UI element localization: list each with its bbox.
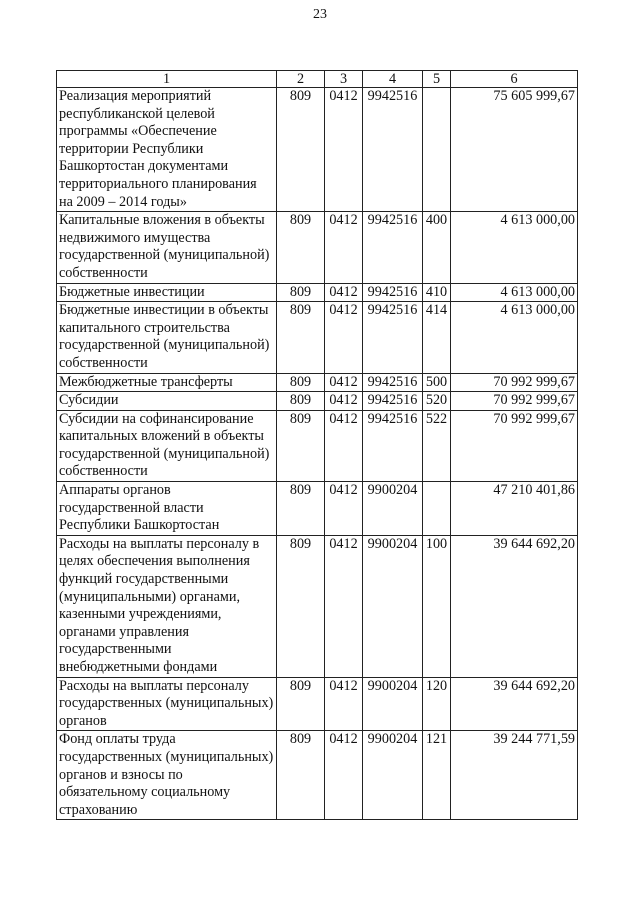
row-name: Аппараты органов государственной власти Республики Башкортостан: [57, 482, 277, 536]
row-ministry-code: 809: [277, 373, 325, 392]
row-ministry-code: 809: [277, 88, 325, 212]
row-section-code: 0412: [325, 88, 363, 212]
row-target-code: 9942516: [363, 302, 423, 373]
row-name: Межбюджетные трансферты: [57, 373, 277, 392]
row-expense-type: [423, 482, 451, 536]
row-ministry-code: 809: [277, 302, 325, 373]
row-amount: 75 605 999,67: [451, 88, 578, 212]
table-row: [57, 731, 578, 820]
row-expense-type: 500: [423, 373, 451, 392]
row-name: Расходы на выплаты персоналу в целях обеспечения выполнения функций государственными (муниципальными) органами, казенными учреждениями, органами управления государственными внебюджетными фондами: [57, 535, 277, 677]
row-section-code: 0412: [325, 302, 363, 373]
column-header-4: 4: [363, 71, 423, 88]
row-amount: 39 244 771,59: [451, 731, 578, 820]
row-target-code: 9942516: [363, 392, 423, 411]
row-ministry-code: 809: [277, 212, 325, 283]
row-name: Бюджетные инвестиции: [57, 283, 277, 302]
row-target-code: 9900204: [363, 535, 423, 677]
row-amount: 4 613 000,00: [451, 212, 578, 283]
table-row: [57, 677, 578, 731]
row-section-code: 0412: [325, 373, 363, 392]
row-name: Расходы на выплаты персоналу государственных (муниципальных) органов: [57, 677, 277, 731]
column-header-5: 5: [423, 71, 451, 88]
row-section-code: 0412: [325, 410, 363, 481]
row-section-code: 0412: [325, 731, 363, 820]
row-expense-type: 121: [423, 731, 451, 820]
row-section-code: 0412: [325, 283, 363, 302]
row-target-code: 9942516: [363, 410, 423, 481]
row-amount: 4 613 000,00: [451, 283, 578, 302]
table-row: [57, 212, 578, 283]
row-name: Фонд оплаты труда государственных (муниципальных) органов и взносы по обязательному социальному страхованию: [57, 731, 277, 820]
row-target-code: 9942516: [363, 373, 423, 392]
column-header-2: 2: [277, 71, 325, 88]
row-ministry-code: 809: [277, 535, 325, 677]
row-expense-type: 414: [423, 302, 451, 373]
row-amount: 47 210 401,86: [451, 482, 578, 536]
table-row: [57, 88, 578, 212]
row-name: Субсидии: [57, 392, 277, 411]
row-amount: 4 613 000,00: [451, 302, 578, 373]
row-expense-type: 520: [423, 392, 451, 411]
column-header-3: 3: [325, 71, 363, 88]
row-amount: 70 992 999,67: [451, 373, 578, 392]
row-target-code: 9900204: [363, 731, 423, 820]
row-name: Субсидии на софинансирование капитальных вложений в объекты государственной (муниципальной) собственности: [57, 410, 277, 481]
row-amount: 70 992 999,67: [451, 410, 578, 481]
row-section-code: 0412: [325, 677, 363, 731]
table-row: [57, 283, 578, 302]
row-expense-type: 120: [423, 677, 451, 731]
row-ministry-code: 809: [277, 482, 325, 536]
row-target-code: 9942516: [363, 212, 423, 283]
table-header-row: [57, 71, 578, 88]
page-number: 23: [313, 7, 327, 22]
row-amount: 70 992 999,67: [451, 392, 578, 411]
row-expense-type: 100: [423, 535, 451, 677]
row-target-code: 9900204: [363, 482, 423, 536]
row-section-code: 0412: [325, 482, 363, 536]
row-name: Реализация мероприятий республиканской целевой программы «Обеспечение территории Республики Башкортостан документами территориального планирования на 2009 – 2014 годы»: [57, 88, 277, 212]
row-ministry-code: 809: [277, 410, 325, 481]
row-target-code: 9942516: [363, 88, 423, 212]
column-header-6: 6: [451, 71, 578, 88]
column-header-1: 1: [57, 71, 277, 88]
row-expense-type: [423, 88, 451, 212]
budget-table: [56, 70, 578, 820]
row-name: Бюджетные инвестиции в объекты капитального строительства государственной (муниципальной) собственности: [57, 302, 277, 373]
row-section-code: 0412: [325, 392, 363, 411]
table-row: [57, 535, 578, 677]
row-amount: 39 644 692,20: [451, 677, 578, 731]
row-ministry-code: 809: [277, 677, 325, 731]
table-row: [57, 373, 578, 392]
row-expense-type: 410: [423, 283, 451, 302]
row-expense-type: 400: [423, 212, 451, 283]
row-target-code: 9942516: [363, 283, 423, 302]
table-row: [57, 392, 578, 411]
row-name: Капитальные вложения в объекты недвижимого имущества государственной (муниципальной) собственности: [57, 212, 277, 283]
table-row: [57, 410, 578, 481]
row-section-code: 0412: [325, 212, 363, 283]
row-amount: 39 644 692,20: [451, 535, 578, 677]
row-expense-type: 522: [423, 410, 451, 481]
table-row: [57, 302, 578, 373]
row-ministry-code: 809: [277, 392, 325, 411]
row-target-code: 9900204: [363, 677, 423, 731]
row-ministry-code: 809: [277, 731, 325, 820]
row-ministry-code: 809: [277, 283, 325, 302]
table-row: [57, 482, 578, 536]
row-section-code: 0412: [325, 535, 363, 677]
